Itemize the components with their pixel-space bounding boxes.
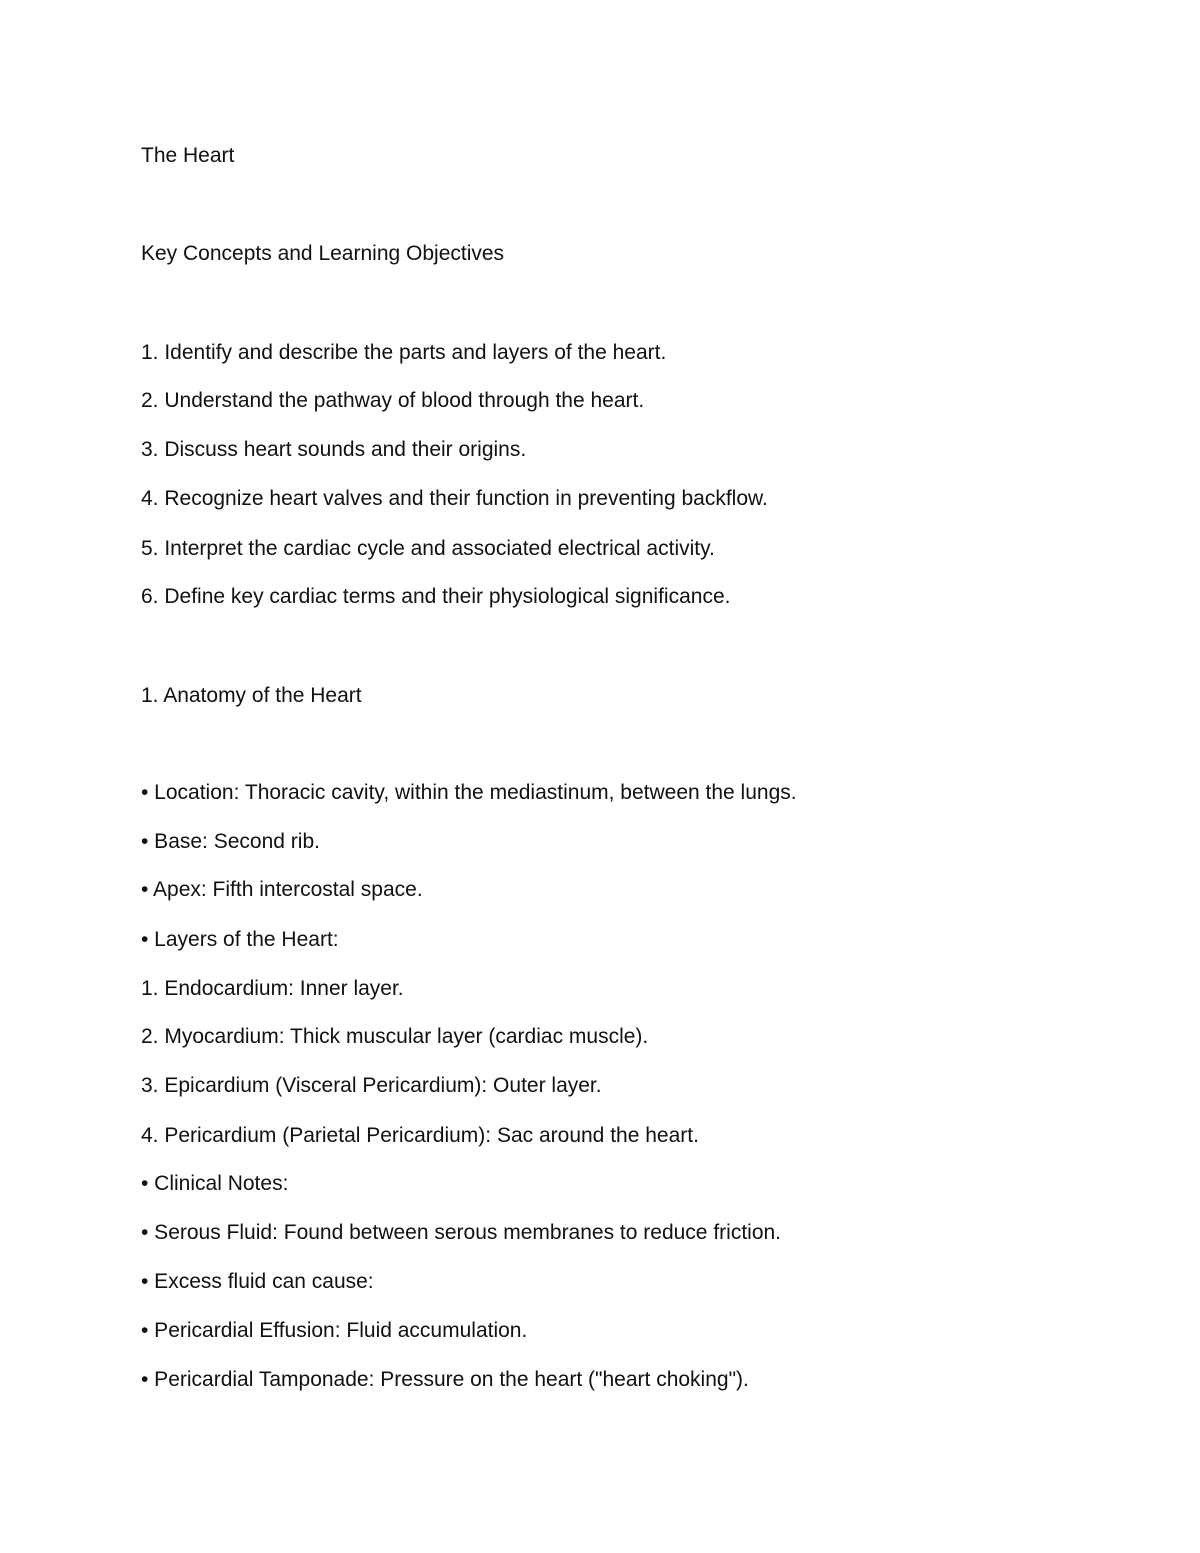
objective-item: 2. Understand the pathway of blood through the heart.: [141, 389, 645, 412]
anatomy-item: • Base: Second rib.: [141, 830, 320, 853]
section-heading: 1. Anatomy of the Heart: [141, 684, 362, 707]
anatomy-item: • Pericardial Tamponade: Pressure on the heart ("heart choking").: [141, 1368, 749, 1391]
anatomy-item: • Serous Fluid: Found between serous membranes to reduce friction.: [141, 1221, 782, 1244]
anatomy-item: • Pericardial Effusion: Fluid accumulation.: [141, 1319, 528, 1342]
anatomy-item: • Location: Thoracic cavity, within the mediastinum, between the lungs.: [141, 781, 797, 804]
objective-item: 1. Identify and describe the parts and layers of the heart.: [141, 341, 667, 364]
objective-item: 3. Discuss heart sounds and their origins.: [141, 438, 527, 461]
anatomy-item: • Layers of the Heart:: [141, 928, 339, 951]
anatomy-item: • Excess fluid can cause:: [141, 1270, 374, 1293]
anatomy-item: 3. Epicardium (Visceral Pericardium): Outer layer.: [141, 1074, 602, 1097]
anatomy-item: • Clinical Notes:: [141, 1172, 289, 1195]
anatomy-item: • Apex: Fifth intercostal space.: [141, 878, 423, 901]
objective-item: 4. Recognize heart valves and their function in preventing backflow.: [141, 487, 768, 510]
objective-item: 5. Interpret the cardiac cycle and associated electrical activity.: [141, 537, 715, 560]
document-title: The Heart: [141, 144, 235, 167]
objectives-heading: Key Concepts and Learning Objectives: [141, 242, 505, 265]
anatomy-item: 2. Myocardium: Thick muscular layer (cardiac muscle).: [141, 1025, 649, 1048]
anatomy-item: 4. Pericardium (Parietal Pericardium): Sac around the heart.: [141, 1124, 699, 1147]
objective-item: 6. Define key cardiac terms and their physiological significance.: [141, 585, 731, 608]
anatomy-item: 1. Endocardium: Inner layer.: [141, 977, 404, 1000]
